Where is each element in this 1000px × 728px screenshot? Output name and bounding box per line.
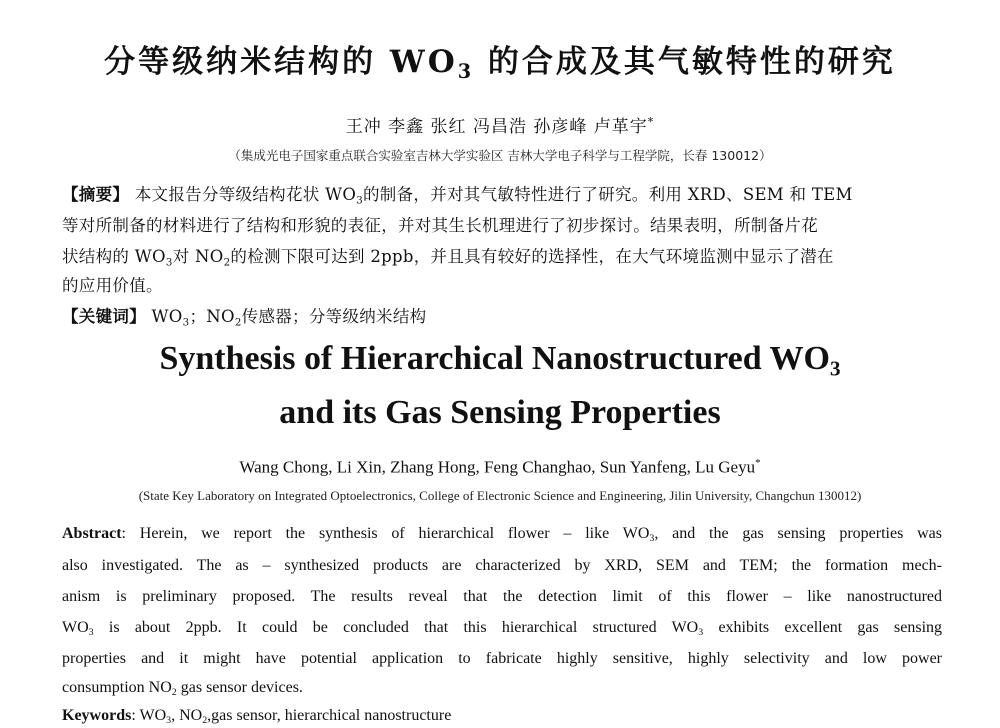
english-title-line-1: Synthesis of Hierarchical Nanostructured $WO_3$ bbox=[159, 340, 841, 381]
chinese-affiliation: （集成光电子国家重点联合实验室吉林大学实验区 吉林大学电子科学与工程学院，长春 130012） bbox=[228, 148, 772, 163]
english-authors bbox=[0, 457, 1000, 478]
english-abstract-line: properties and it might have potential application to fabricate highly sensitive, highly selectivity and low power bbox=[62, 650, 942, 667]
english-abstract-line: consumption $NO_2$ gas sensor devices. bbox=[62, 679, 303, 699]
english-author-names: Wang Chong, Li Xin, Zhang Hong, Feng Changhao, Sun Yanfeng, Lu Geyu bbox=[239, 457, 756, 477]
chinese-title-text: 分等级纳米结构的 WO bbox=[104, 44, 458, 80]
chinese-keywords-label: 【关键词】 bbox=[62, 307, 146, 326]
chinese-title-subscript: 3 bbox=[457, 60, 475, 84]
chinese-keywords: 【关键词】 $WO_3$；$NO_2$传感器；分等级纳米结构 bbox=[62, 307, 427, 329]
chinese-author-names: 王冲 李鑫 张红 冯昌浩 孙彦峰 卢革宇 bbox=[345, 117, 648, 137]
chinese-abstract-line: 【摘要】 本文报告分等级结构花状 $WO_3$的制备，并对其气敏特性进行了研究。利用 XRD、SEM 和 TEM bbox=[62, 185, 853, 207]
chinese-authors bbox=[0, 112, 1000, 137]
chinese-title-text-end: 的合成及其气敏特性的研究 bbox=[474, 44, 896, 80]
english-author-mark: * bbox=[755, 457, 761, 469]
chinese-abstract-line: 等对所制备的材料进行了结构和形貌的表征，并对其生长机理进行了初步探讨。结果表明，所制备片花 bbox=[62, 216, 818, 235]
english-affiliation: (State Key Laboratory on Integrated Optoelectronics, College of Electronic Science and Engineering, Jilin University, Changchun 130012) bbox=[138, 488, 862, 503]
english-abstract-line: Abstract: Herein, we report the synthesis of hierarchical flower – like $WO_3$, and the gas sensing properties was bbox=[62, 525, 942, 545]
chinese-abstract-label: 【摘要】 bbox=[62, 185, 130, 204]
english-abstract-line: anism is preliminary proposed. The results reveal that the detection limit of this flower – like nanostructured bbox=[62, 588, 942, 605]
english-keywords-label: Keywords bbox=[62, 707, 132, 724]
english-abstract-label: Abstract bbox=[62, 525, 122, 542]
chinese-abstract-line: 的应用价值。 bbox=[62, 276, 163, 295]
chinese-author-mark: * bbox=[647, 115, 655, 129]
english-abstract-line: also investigated. The as – synthesized products are characterized by XRD, SEM and TEM; the formation mech- bbox=[62, 557, 942, 574]
chinese-abstract-line: 状结构的 $WO_3$对 $NO_2$的检测下限可达到 2ppb，并且具有较好的选择性，在大气环境监测中显示了潜在 bbox=[62, 247, 834, 269]
english-title-line-2: and its Gas Sensing Properties bbox=[279, 394, 721, 431]
chinese-title bbox=[0, 36, 1000, 84]
english-keywords: Keywords: $WO_3$, $NO_2,gas$ sensor, hierarchical nanostructure bbox=[62, 707, 452, 727]
english-abstract-line: $WO_3$ is about 2ppb. It could be concluded that this hierarchical structured $WO_3$ exhibits excellent gas sensing bbox=[62, 619, 943, 639]
